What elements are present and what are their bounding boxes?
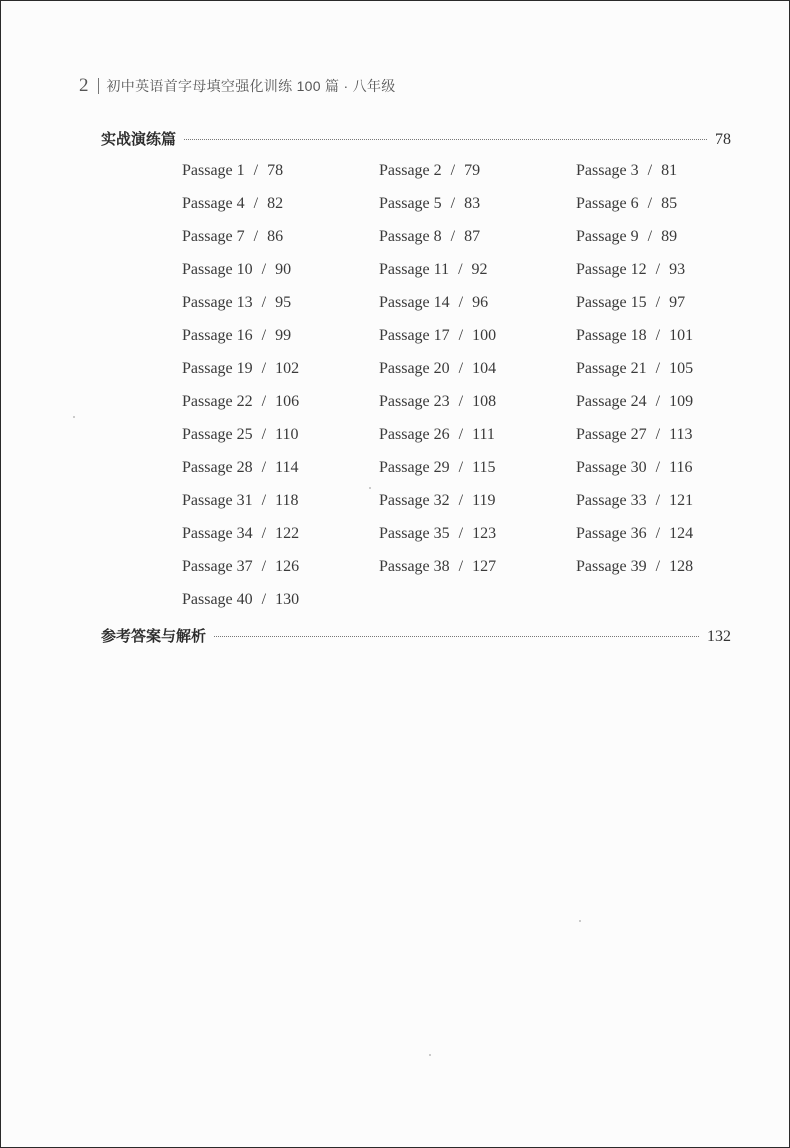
passage-page-number: 109 <box>669 393 694 410</box>
section-title: 实战演练篇 <box>101 130 177 148</box>
page-separator: / <box>450 162 456 179</box>
page-separator: / <box>647 228 653 245</box>
passage-word: Passage <box>576 294 627 311</box>
passage-number: 30 <box>630 459 647 476</box>
passage-entry[interactable] <box>182 292 379 325</box>
page-separator: / <box>655 525 661 542</box>
page-separator: / <box>261 459 267 476</box>
passage-page-number: 93 <box>669 261 686 278</box>
page-separator: / <box>450 195 456 212</box>
passage-word: Passage <box>182 360 233 377</box>
passage-word: Passage <box>379 261 430 278</box>
passage-page-number: 102 <box>275 360 300 377</box>
passage-word: Passage <box>379 162 430 179</box>
passage-number: 18 <box>630 327 647 344</box>
passage-number: 4 <box>236 195 245 212</box>
passage-number: 33 <box>630 492 647 509</box>
passage-number: 32 <box>433 492 450 509</box>
passage-number: 19 <box>236 360 253 377</box>
passage-number: 37 <box>236 558 253 575</box>
toc-section-answers[interactable] <box>101 625 731 646</box>
page-separator: / <box>261 360 267 377</box>
passage-number: 29 <box>433 459 450 476</box>
passage-page-number: 127 <box>472 558 497 575</box>
section-page-number: 132 <box>707 628 731 645</box>
passage-entry[interactable] <box>182 160 379 193</box>
passage-page-number: 99 <box>275 327 292 344</box>
passage-word: Passage <box>182 459 233 476</box>
passage-page-number: 85 <box>661 195 678 212</box>
passage-word: Passage <box>576 195 627 212</box>
page-separator: / <box>458 492 464 509</box>
passage-word: Passage <box>182 591 233 608</box>
page-separator: / <box>458 558 464 575</box>
passage-page-number: 101 <box>669 327 694 344</box>
passage-word: Passage <box>576 459 627 476</box>
passage-number: 16 <box>236 327 253 344</box>
passage-entry[interactable] <box>182 391 379 424</box>
print-speck <box>73 416 75 418</box>
section-page-number: 78 <box>715 131 731 148</box>
page-separator: / <box>458 426 464 443</box>
passage-entry[interactable] <box>576 424 742 457</box>
passage-word: Passage <box>379 294 430 311</box>
passage-page-number: 90 <box>275 261 292 278</box>
passage-page-number: 110 <box>275 426 299 443</box>
passage-page-number: 126 <box>275 558 300 575</box>
page-separator: / <box>655 393 661 410</box>
passage-page-number: 86 <box>267 228 284 245</box>
passage-number: 13 <box>236 294 253 311</box>
passage-page-number: 123 <box>472 525 497 542</box>
passage-entry[interactable] <box>379 292 576 325</box>
print-speck <box>369 487 371 489</box>
passage-word: Passage <box>379 459 430 476</box>
passage-page-number: 97 <box>669 294 686 311</box>
passage-page-number: 92 <box>471 261 488 278</box>
print-speck <box>579 920 581 922</box>
passage-word: Passage <box>182 162 233 179</box>
passage-entry[interactable] <box>379 424 576 457</box>
passage-word: Passage <box>576 426 627 443</box>
page-separator: / <box>458 360 464 377</box>
passage-entry[interactable] <box>576 358 742 391</box>
print-speck <box>429 1054 431 1056</box>
passage-word: Passage <box>379 393 430 410</box>
passage-entry[interactable] <box>182 358 379 391</box>
passage-number: 3 <box>630 162 639 179</box>
passage-word: Passage <box>576 360 627 377</box>
passage-number: 2 <box>433 162 442 179</box>
page-separator: / <box>458 261 463 278</box>
passage-page-number: 87 <box>464 228 481 245</box>
passage-number: 40 <box>236 591 253 608</box>
passage-word: Passage <box>379 228 430 245</box>
passage-number: 36 <box>630 525 647 542</box>
passage-entry[interactable] <box>182 193 379 226</box>
header-divider <box>98 78 99 94</box>
passage-number: 39 <box>630 558 647 575</box>
page-separator: / <box>458 525 464 542</box>
passage-entry[interactable] <box>379 358 576 391</box>
passage-entry[interactable] <box>379 391 576 424</box>
passage-page-number: 78 <box>267 162 284 179</box>
passage-page-number: 130 <box>275 591 300 608</box>
passage-number: 12 <box>630 261 647 278</box>
passage-page-number: 121 <box>669 492 694 509</box>
passage-word: Passage <box>182 393 233 410</box>
passage-entry[interactable] <box>379 193 576 226</box>
passage-page-number: 111 <box>472 426 495 443</box>
passage-word: Passage <box>379 195 430 212</box>
passage-number: 6 <box>630 195 639 212</box>
page-separator: / <box>261 591 267 608</box>
page-separator: / <box>261 525 267 542</box>
page-separator: / <box>261 558 267 575</box>
passage-entry[interactable] <box>576 292 742 325</box>
page-separator: / <box>261 393 267 410</box>
page-separator: / <box>655 294 661 311</box>
passage-word: Passage <box>182 261 233 278</box>
passage-page-number: 116 <box>669 459 693 476</box>
page-separator: / <box>450 228 456 245</box>
passage-word: Passage <box>182 426 233 443</box>
passage-page-number: 119 <box>472 492 496 509</box>
passage-word: Passage <box>576 525 627 542</box>
page-separator: / <box>655 327 661 344</box>
passage-page-number: 95 <box>275 294 292 311</box>
passage-entry[interactable] <box>379 259 576 292</box>
passage-page-number: 114 <box>275 459 299 476</box>
passage-word: Passage <box>182 492 233 509</box>
page-separator: / <box>261 492 267 509</box>
passage-entry[interactable] <box>182 259 379 292</box>
page-separator: / <box>655 492 661 509</box>
page-separator: / <box>261 327 267 344</box>
page-separator: / <box>458 294 464 311</box>
passage-entry[interactable] <box>576 523 742 556</box>
page-separator: / <box>261 426 267 443</box>
passage-number: 9 <box>630 228 639 245</box>
passage-page-number: 122 <box>275 525 300 542</box>
passage-number: 17 <box>433 327 450 344</box>
passage-page-number: 115 <box>472 459 496 476</box>
passage-entry[interactable] <box>576 556 742 589</box>
passage-word: Passage <box>182 195 233 212</box>
passage-entry[interactable] <box>379 325 576 358</box>
passage-word: Passage <box>576 261 627 278</box>
passage-number: 31 <box>236 492 253 509</box>
passage-word: Passage <box>576 558 627 575</box>
passage-entry[interactable] <box>576 193 742 226</box>
passage-number: 20 <box>433 360 450 377</box>
passage-entry[interactable] <box>379 490 576 523</box>
passage-word: Passage <box>576 327 627 344</box>
passage-number: 24 <box>630 393 647 410</box>
passage-entry[interactable] <box>182 424 379 457</box>
passage-entry[interactable] <box>182 457 379 490</box>
passage-word: Passage <box>379 525 430 542</box>
passage-number: 10 <box>236 261 253 278</box>
passage-entry[interactable] <box>576 226 742 259</box>
page-separator: / <box>655 360 661 377</box>
page-separator: / <box>458 393 464 410</box>
book-title: 初中英语首字母填空强化训练 100 篇 · 八年级 <box>106 78 396 94</box>
passage-number: 26 <box>433 426 450 443</box>
page-separator: / <box>261 294 267 311</box>
passage-word: Passage <box>182 228 233 245</box>
passage-entry[interactable] <box>182 325 379 358</box>
passage-number: 5 <box>433 195 442 212</box>
page-separator: / <box>655 459 661 476</box>
passage-number: 1 <box>236 162 245 179</box>
running-header <box>79 75 396 97</box>
page-separator: / <box>655 426 661 443</box>
passage-number: 25 <box>236 426 253 443</box>
dot-leader <box>214 636 699 637</box>
passage-number: 14 <box>433 294 450 311</box>
passage-number: 11 <box>433 261 450 278</box>
passage-word: Passage <box>379 327 430 344</box>
passage-number: 27 <box>630 426 647 443</box>
passage-entry[interactable] <box>576 259 742 292</box>
passage-number: 15 <box>630 294 647 311</box>
passage-number: 23 <box>433 393 450 410</box>
passage-page-number: 96 <box>472 294 489 311</box>
passage-entry[interactable] <box>576 490 742 523</box>
passage-word: Passage <box>379 360 430 377</box>
page-number: 2 <box>79 75 89 96</box>
passage-page-number: 108 <box>472 393 497 410</box>
page-separator: / <box>458 327 464 344</box>
passage-number: 35 <box>433 525 450 542</box>
page-separator: / <box>253 162 259 179</box>
passage-number: 21 <box>630 360 647 377</box>
passage-entry[interactable] <box>576 325 742 358</box>
dot-leader <box>184 139 707 140</box>
passage-number: 34 <box>236 525 253 542</box>
passage-word: Passage <box>576 492 627 509</box>
passage-entry[interactable] <box>182 226 379 259</box>
passage-word: Passage <box>182 294 233 311</box>
passage-entry[interactable] <box>379 160 576 193</box>
passage-word: Passage <box>576 393 627 410</box>
page-separator: / <box>655 261 661 278</box>
passage-page-number: 82 <box>267 195 284 212</box>
passage-word: Passage <box>379 492 430 509</box>
passage-word: Passage <box>576 162 627 179</box>
passage-page-number: 105 <box>669 360 694 377</box>
page-separator: / <box>458 459 464 476</box>
passage-word: Passage <box>379 426 430 443</box>
passage-entry[interactable] <box>576 457 742 490</box>
page-separator: / <box>253 195 259 212</box>
page-separator: / <box>655 558 661 575</box>
passage-list <box>182 160 742 622</box>
passage-page-number: 104 <box>472 360 497 377</box>
passage-page-number: 106 <box>275 393 300 410</box>
passage-number: 22 <box>236 393 253 410</box>
passage-entry[interactable] <box>182 589 379 622</box>
passage-page-number: 83 <box>464 195 481 212</box>
passage-entry[interactable] <box>576 391 742 424</box>
passage-entry[interactable] <box>379 556 576 589</box>
passage-entry[interactable] <box>576 160 742 193</box>
passage-word: Passage <box>182 525 233 542</box>
passage-word: Passage <box>182 558 233 575</box>
page-separator: / <box>253 228 259 245</box>
passage-entry[interactable] <box>182 490 379 523</box>
passage-page-number: 81 <box>661 162 678 179</box>
passage-page-number: 79 <box>464 162 481 179</box>
passage-number: 38 <box>433 558 450 575</box>
passage-page-number: 124 <box>669 525 694 542</box>
passage-page-number: 128 <box>669 558 694 575</box>
page-separator: / <box>647 195 653 212</box>
passage-page-number: 118 <box>275 492 299 509</box>
passage-page-number: 113 <box>669 426 693 443</box>
passage-entry[interactable] <box>379 523 576 556</box>
passage-entry[interactable] <box>379 226 576 259</box>
passage-entry[interactable] <box>182 523 379 556</box>
passage-word: Passage <box>379 558 430 575</box>
passage-entry[interactable] <box>379 457 576 490</box>
toc-section-practice[interactable] <box>101 128 731 149</box>
page-separator: / <box>261 261 267 278</box>
passage-page-number: 100 <box>472 327 497 344</box>
section-title: 参考答案与解析 <box>101 627 207 645</box>
passage-number: 7 <box>236 228 245 245</box>
passage-entry[interactable] <box>182 556 379 589</box>
passage-number: 28 <box>236 459 253 476</box>
page-separator: / <box>647 162 653 179</box>
passage-word: Passage <box>182 327 233 344</box>
passage-page-number: 89 <box>661 228 678 245</box>
passage-number: 8 <box>433 228 442 245</box>
passage-word: Passage <box>576 228 627 245</box>
